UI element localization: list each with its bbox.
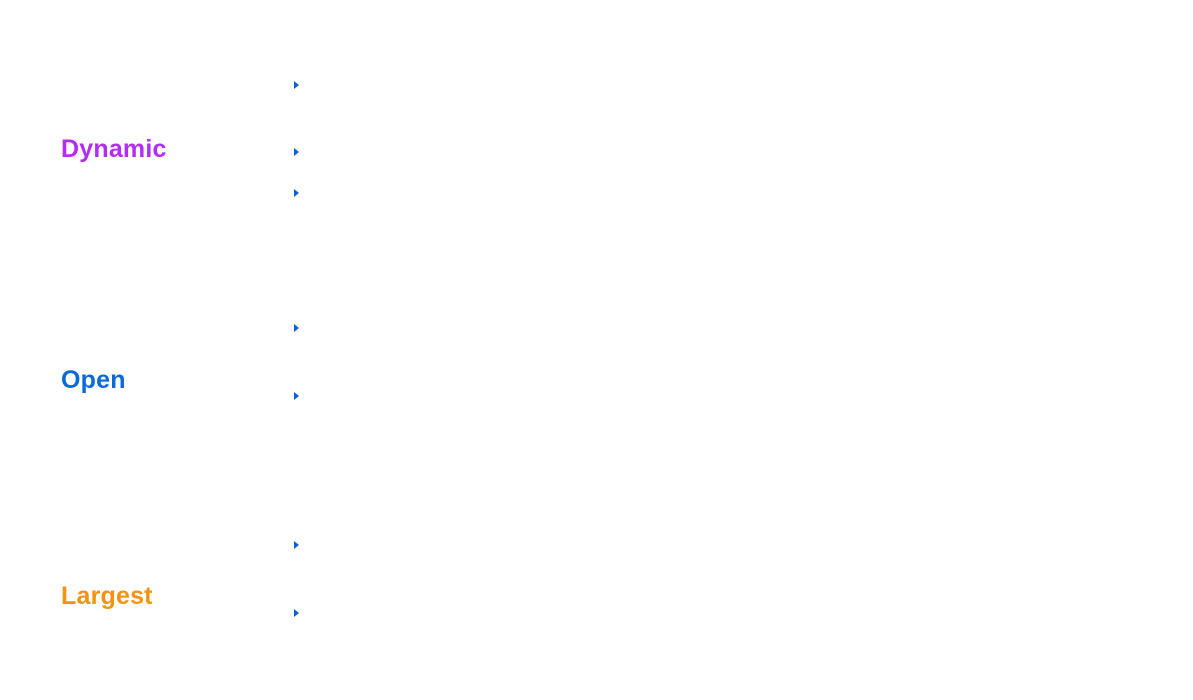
section-heading-dynamic: Dynamic	[61, 135, 167, 163]
caret-right-icon	[294, 81, 299, 89]
caret-right-icon	[294, 609, 299, 617]
section-heading-largest: Largest	[61, 582, 153, 610]
section-heading-open: Open	[61, 366, 126, 394]
caret-right-icon	[294, 541, 299, 549]
caret-right-icon	[294, 189, 299, 197]
caret-right-icon	[294, 324, 299, 332]
caret-right-icon	[294, 392, 299, 400]
caret-right-icon	[294, 148, 299, 156]
